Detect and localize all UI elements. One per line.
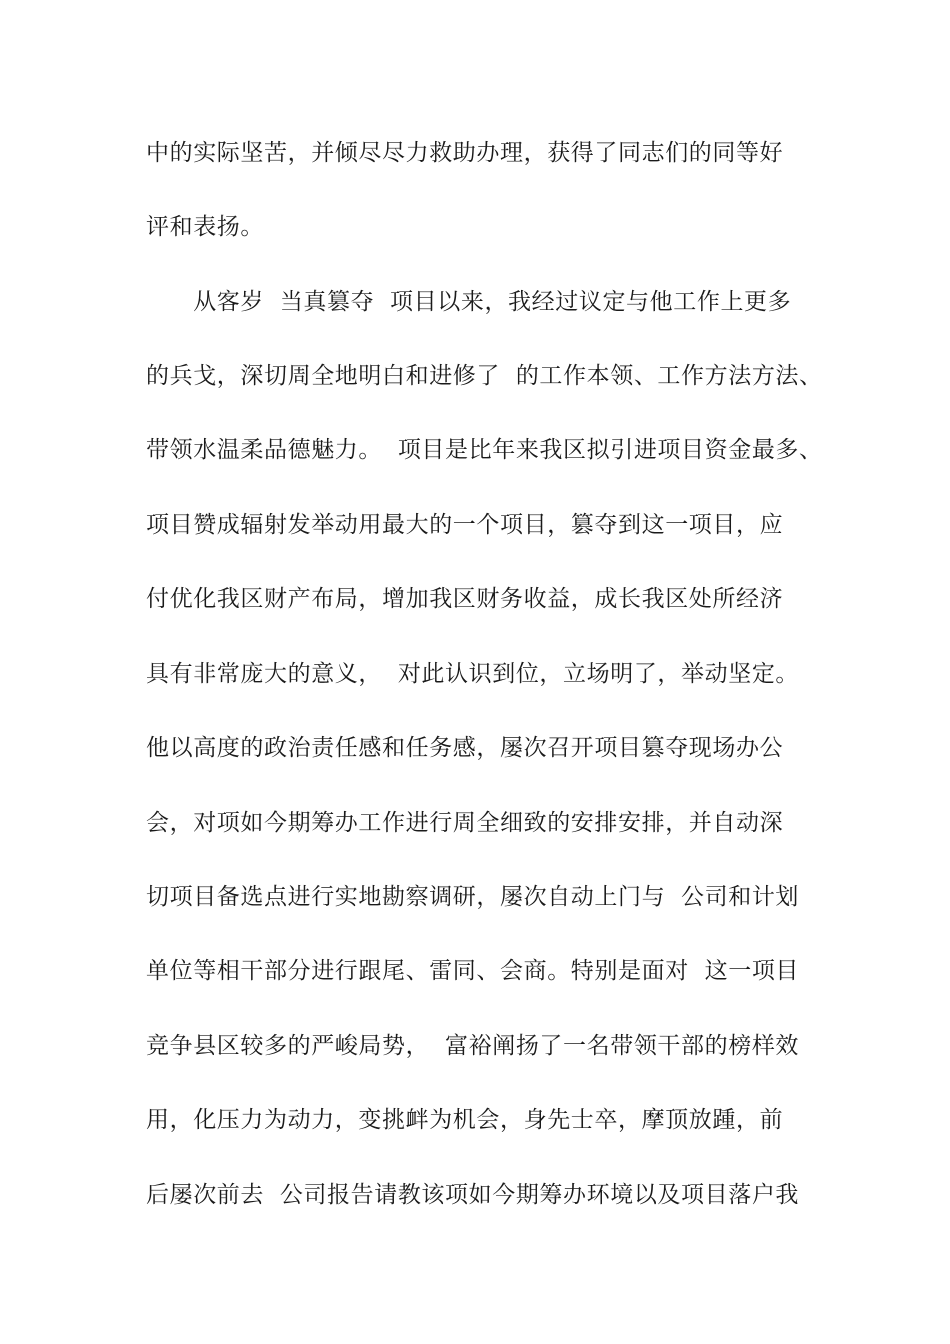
text-line-15: 后屡次前去 公司报告请教该项如今期筹办环境以及项目落户我 [146,1182,800,1208]
text-line-14: 用，化压力为动力，变挑衅为机会，身先士卒，摩顶放踵，前 [146,1107,784,1133]
text-line-7: 付优化我区财产布局，增加我区财务收益，成长我区处所经济 [146,586,784,612]
text-line-3: 从客岁 当真篡夺 项目以来，我经过议定与他工作上更多 [146,289,792,315]
text-line-12: 单位等相干部分进行跟尾、雷同、会商。特别是面对 这一项目 [146,958,800,984]
text-line-10: 会，对项如今期筹办工作进行周全细致的安排安排，并自动深 [146,810,784,836]
text-line-8: 具有非常庞大的意义， 对此认识到位，立场明了，举动坚定。 [146,661,800,687]
text-line-11: 切项目备选点进行实地勘察调研，屡次自动上门与 公司和计划 [146,884,800,910]
text-line-5: 带领水温柔品德魅力。 项目是比年来我区拟引进项目资金最多、 [146,437,823,463]
text-line-1: 中的实际坚苦，并倾尽尽力救助办理，获得了同志们的同等好 [146,140,784,166]
text-line-13: 竞争县区较多的严峻局势， 富裕阐扬了一名带领干部的榜样效 [146,1033,800,1059]
text-line-9: 他以高度的政治责任感和任务感，屡次召开项目篡夺现场办公 [146,735,784,761]
text-line-4: 的兵戈，深切周全地明白和进修了 的工作本领、工作方法方法、 [146,363,823,389]
text-line-2: 评和表扬。 [146,214,264,240]
text-line-6: 项目赞成辐射发举动用最大的一个项目，篡夺到这一项目，应 [146,512,784,538]
